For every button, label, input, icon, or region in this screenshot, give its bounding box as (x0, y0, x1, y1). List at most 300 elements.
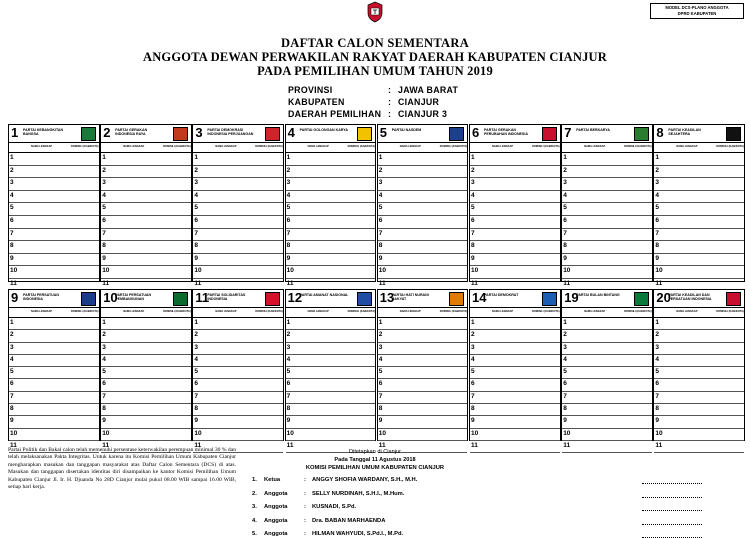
candidate-row (101, 191, 191, 204)
party-panel-7 (561, 124, 653, 287)
candidate-number: 6 (471, 216, 475, 224)
model-line-1: MODEL DCS-PLANO ANGGOTA (665, 5, 729, 10)
candidate-number: 1 (10, 319, 14, 326)
candidate-number: 4 (655, 355, 660, 363)
member-line (252, 504, 356, 510)
party-logo-icon (634, 127, 649, 141)
party-header (470, 290, 560, 308)
candidate-number: 9 (102, 417, 106, 425)
party-header (193, 125, 283, 143)
candidate-row (9, 229, 99, 242)
candidate-number: 9 (10, 417, 14, 425)
meta-key: PROVINSI (288, 85, 333, 95)
candidate-number: 10 (563, 267, 571, 275)
member-name: HILMAN WAHYUDI, S.Pd.I., M.Pd. (312, 531, 404, 537)
candidate-row (470, 191, 560, 204)
party-name: PARTAI PERSATUAN INDONESIA (23, 293, 59, 302)
candidate-row (101, 343, 191, 355)
party-panel-3 (192, 124, 284, 287)
candidate-number: 2 (378, 166, 383, 174)
candidate-number: 10 (378, 429, 387, 437)
candidate-row (193, 318, 283, 330)
candidate-number: 5 (102, 204, 106, 212)
candidate-row (562, 343, 652, 355)
candidate-number: 9 (378, 417, 383, 425)
column-header (101, 308, 191, 318)
candidate-number: 11 (378, 279, 386, 287)
candidate-row (9, 191, 99, 204)
candidate-row (562, 318, 652, 330)
column-header (378, 308, 468, 318)
candidate-number: 4 (286, 355, 291, 363)
candidate-row (101, 355, 191, 367)
column-name: NAMA LENGKAP (215, 145, 237, 148)
candidate-number: 8 (471, 242, 475, 250)
column-domicile: DOMISILI (KAB/KOTA) (624, 310, 652, 313)
candidate-number: 10 (655, 267, 663, 275)
column-domicile: DOMISILI (KAB/KOTA) (439, 310, 468, 313)
candidate-number: 11 (194, 441, 202, 449)
candidate-row (654, 355, 744, 367)
candidate-number: 9 (286, 417, 291, 425)
candidate-row (193, 416, 283, 428)
candidate-row (9, 254, 99, 267)
party-logo-icon (449, 292, 464, 306)
party-logo-icon (634, 292, 649, 306)
candidate-number: 8 (10, 405, 14, 413)
member-colon: : (304, 531, 306, 537)
candidate-row (562, 191, 652, 204)
candidate-row (286, 355, 376, 367)
meta-colon: : (388, 85, 392, 95)
party-panel-13 (377, 289, 469, 449)
candidate-number: 8 (378, 405, 383, 413)
candidate-row (286, 330, 376, 342)
candidate-row (470, 216, 560, 229)
candidate-row (470, 367, 560, 379)
candidate-row (654, 343, 744, 355)
candidate-row (562, 203, 652, 216)
party-logo-icon (265, 292, 280, 306)
candidate-row (654, 229, 744, 242)
candidate-number: 9 (471, 254, 475, 262)
candidate-number: 7 (378, 392, 383, 400)
candidate-row (562, 229, 652, 242)
candidate-row (193, 229, 283, 242)
candidate-number: 3 (102, 179, 106, 187)
candidate-row (562, 254, 652, 267)
meta-key: KABUPATEN (288, 97, 345, 107)
candidate-number: 6 (563, 380, 567, 388)
candidate-number: 8 (286, 242, 291, 250)
party-name: PARTAI HATI NURANI RAKYAT (391, 293, 429, 302)
member-role: Anggota (264, 517, 288, 524)
candidate-number: 7 (378, 229, 383, 237)
party-header (286, 125, 376, 143)
candidate-number: 1 (655, 319, 660, 326)
party-number: 1 (11, 125, 19, 140)
column-domicile: DOMISILI (KAB/KOTA) (163, 145, 191, 148)
party-number: 3 (195, 125, 203, 140)
candidate-number: 11 (286, 441, 294, 449)
candidate-number: 2 (471, 331, 475, 339)
candidate-number: 11 (10, 279, 17, 287)
candidate-row (378, 330, 468, 342)
candidate-row (470, 404, 560, 416)
candidate-number: 11 (563, 441, 571, 449)
candidate-row (470, 178, 560, 191)
candidate-row (9, 367, 99, 379)
page-subtitle: ANGGOTA DEWAN PERWAKILAN RAKYAT DAERAH KABUPATEN CIANJUR (142, 50, 608, 64)
party-logo-icon (357, 127, 372, 141)
column-name: NAMA LENGKAP (584, 310, 606, 313)
member-name: KUSNADI, S.Pd. (312, 504, 357, 510)
column-header (654, 143, 744, 153)
candidate-number: 7 (10, 229, 14, 237)
candidate-row (654, 404, 744, 416)
column-name: NAMA LENGKAP (307, 310, 329, 313)
model-line-2: DPRD KABUPATEN (677, 11, 717, 16)
candidate-number: 8 (563, 242, 567, 250)
candidate-number: 8 (655, 405, 660, 413)
column-name: NAMA LENGKAP (492, 310, 514, 313)
candidate-row (101, 178, 191, 191)
party-panel-4 (285, 124, 377, 287)
party-panel-14 (469, 289, 561, 449)
party-panel-10 (100, 289, 192, 449)
candidate-number: 10 (10, 429, 18, 437)
candidate-row (9, 216, 99, 229)
candidate-number: 6 (102, 216, 106, 224)
party-name: PARTAI PERSATUAN PEMBANGUNAN (115, 293, 152, 302)
candidate-number: 6 (378, 380, 383, 388)
candidate-number: 6 (194, 380, 199, 388)
column-header (286, 143, 376, 153)
candidate-row (286, 379, 376, 391)
candidate-number: 11 (655, 279, 663, 287)
member-role: Anggota (264, 490, 288, 497)
candidate-number: 2 (378, 331, 383, 339)
candidate-number: 8 (655, 242, 660, 250)
candidate-row (286, 254, 376, 267)
candidate-row (654, 416, 744, 428)
candidate-number: 5 (563, 368, 567, 376)
candidate-number: 3 (563, 179, 567, 187)
candidate-row (286, 404, 376, 416)
member-colon: : (304, 517, 306, 524)
candidate-row (193, 216, 283, 229)
candidate-row (654, 241, 744, 254)
candidate-number: 7 (655, 392, 660, 400)
candidate-row (286, 343, 376, 355)
party-header (378, 125, 468, 143)
party-panel-11 (192, 289, 284, 449)
party-panel-9 (8, 289, 100, 449)
candidate-number: 3 (378, 343, 383, 351)
candidate-row (101, 254, 191, 267)
candidate-number: 1 (378, 319, 383, 326)
candidate-number: 7 (102, 392, 106, 400)
candidate-row (378, 178, 468, 191)
kpu-logo-icon (366, 1, 384, 23)
candidate-row (9, 404, 99, 416)
column-name: NAMA LENGKAP (399, 310, 421, 313)
candidate-row (654, 254, 744, 267)
candidate-number: 2 (563, 331, 567, 339)
column-header (562, 143, 652, 153)
candidate-row (286, 191, 376, 204)
candidate-row (470, 330, 560, 342)
candidate-row (378, 241, 468, 254)
candidate-number: 5 (10, 204, 14, 212)
candidate-number: 5 (471, 368, 475, 376)
column-header (193, 308, 283, 318)
public-notice: Partai Politik dan Bakal calon telah memenuhi persentase keterwakilan perempuan minimal 30 % dan telah melaksanakan Pakta Integritas. Untuk karena itu Komisi Pemilihan Umum Kabupaten Cianjur mengharapkan masukan dan tanggapan masyarakat atas Daftar Calon Sementara (DCS) di atas. Masukan dan tanggapan disertakan identitas diri disampaikan ke kantor Komisi Pemilihan Umum Kabupaten Cianjur Jl. Ir. H. Djuanda No 28D Cianjur mulai pukul 08.00 WIB sampai 16.00 WIB, setiap hari kerja. (8, 447, 236, 491)
candidate-row (562, 178, 652, 191)
candidate-row (101, 404, 191, 416)
candidate-number: 4 (378, 355, 383, 363)
meta-value: JAWA BARAT (398, 85, 459, 95)
candidate-number: 6 (194, 216, 199, 224)
candidate-row (101, 153, 191, 166)
candidate-number: 6 (471, 380, 475, 388)
signature-date: Pada Tanggal 11 Agustus 2018 (334, 457, 416, 463)
candidate-number: 9 (563, 254, 567, 262)
member-colon: : (304, 490, 306, 497)
candidate-row (193, 178, 283, 191)
party-header (562, 125, 652, 143)
party-header (654, 290, 744, 308)
candidate-number: 6 (286, 380, 291, 388)
candidate-number: 1 (471, 154, 475, 161)
party-header (101, 290, 191, 308)
party-number: 2 (103, 125, 111, 140)
party-panel-8 (653, 124, 745, 287)
candidate-number: 11 (655, 441, 663, 449)
candidate-number: 3 (655, 343, 660, 351)
party-number: 11 (195, 290, 210, 305)
candidate-row (562, 266, 652, 279)
member-number: 4. (252, 517, 257, 524)
candidate-row (9, 203, 99, 216)
party-name: PARTAI AMANAT NASIONAL (299, 293, 349, 297)
party-header (101, 125, 191, 143)
candidate-row (193, 379, 283, 391)
candidate-row (654, 367, 744, 379)
candidate-row (286, 367, 376, 379)
candidate-number: 5 (286, 368, 291, 376)
candidate-number: 11 (471, 441, 478, 449)
candidate-number: 1 (194, 319, 199, 326)
candidate-row (9, 266, 99, 279)
candidate-row (378, 429, 468, 441)
candidate-row (378, 166, 468, 179)
member-role: Anggota (264, 504, 288, 510)
candidate-number: 8 (471, 405, 475, 413)
candidate-row (193, 191, 283, 204)
party-logo-icon (542, 127, 557, 141)
candidate-row (378, 367, 468, 379)
column-domicile: DOMISILI (KAB/KOTA) (347, 145, 376, 148)
candidate-row (9, 429, 99, 441)
candidate-row (101, 392, 191, 404)
candidate-number: 10 (378, 267, 387, 275)
candidate-number: 3 (194, 343, 199, 351)
party-number: 19 (564, 290, 579, 305)
meta-value: CIANJUR (398, 97, 440, 107)
candidate-row (654, 429, 744, 441)
column-header (286, 308, 376, 318)
party-logo-icon (173, 292, 188, 306)
candidate-row (193, 367, 283, 379)
party-panel-19 (561, 289, 653, 449)
party-name: PARTAI DEMOKRAT (484, 293, 519, 297)
meta-province (288, 85, 458, 95)
candidate-number: 4 (378, 191, 383, 199)
candidate-row (101, 216, 191, 229)
candidate-row (654, 266, 744, 279)
candidate-row (286, 216, 376, 229)
column-name: NAMA LENGKAP (399, 145, 421, 148)
column-domicile: DOMISILI (KAB/KOTA) (255, 310, 283, 313)
candidate-row (193, 429, 283, 441)
column-name: NAMA LENGKAP (584, 145, 606, 148)
column-domicile: DOMISILI (KAB/KOTA) (716, 310, 744, 313)
candidate-number: 4 (563, 191, 567, 199)
meta-regency (288, 97, 439, 107)
candidate-row (378, 191, 468, 204)
candidate-number: 7 (655, 229, 660, 237)
column-header (562, 308, 652, 318)
candidate-row (286, 166, 376, 179)
party-header (286, 290, 376, 308)
candidate-row (101, 367, 191, 379)
candidate-row (470, 166, 560, 179)
candidate-number: 8 (194, 405, 199, 413)
candidate-row (654, 153, 744, 166)
candidate-number: 3 (286, 343, 291, 351)
column-name: NAMA LENGKAP (123, 310, 145, 313)
candidate-number: 7 (563, 392, 567, 400)
candidate-row (193, 166, 283, 179)
candidate-row (654, 392, 744, 404)
candidate-row (654, 318, 744, 330)
candidate-number: 7 (102, 229, 106, 237)
candidate-number: 9 (563, 417, 567, 425)
candidate-number: 4 (286, 191, 291, 199)
candidate-number: 10 (102, 429, 110, 437)
candidate-number: 2 (194, 166, 199, 174)
candidate-row (101, 166, 191, 179)
candidate-number: 1 (10, 154, 14, 161)
candidate-row (562, 216, 652, 229)
candidate-number: 1 (563, 154, 567, 161)
candidate-number: 8 (286, 405, 291, 413)
candidate-row (470, 153, 560, 166)
party-number: 12 (287, 290, 303, 305)
party-name: PARTAI BERKARYA (576, 128, 610, 132)
candidate-number: 1 (286, 319, 291, 326)
member-number: 3. (252, 504, 257, 510)
candidate-row (378, 254, 468, 267)
column-name: NAMA LENGKAP (307, 145, 329, 148)
column-header (470, 308, 560, 318)
candidate-row (101, 379, 191, 391)
candidate-row (562, 153, 652, 166)
candidate-number: 3 (471, 343, 475, 351)
candidate-number: 4 (655, 191, 660, 199)
candidate-number: 3 (286, 179, 291, 187)
candidate-number: 5 (194, 368, 199, 376)
column-domicile: DOMISILI (KAB/KOTA) (347, 310, 376, 313)
candidate-number: 5 (102, 368, 106, 376)
candidate-row (654, 203, 744, 216)
column-domicile: DOMISILI (KAB/KOTA) (71, 310, 99, 313)
party-number: 13 (379, 290, 395, 305)
candidate-number: 8 (194, 242, 199, 250)
column-domicile: DOMISILI (KAB/KOTA) (532, 310, 560, 313)
candidate-row (378, 229, 468, 242)
column-header (101, 143, 191, 153)
candidate-row (9, 153, 99, 166)
candidate-number: 4 (471, 191, 475, 199)
candidate-row (193, 343, 283, 355)
column-name: NAMA LENGKAP (676, 145, 698, 148)
candidate-number: 1 (194, 154, 199, 161)
candidate-row (470, 416, 560, 428)
party-name: PARTAI NASDEM (391, 128, 422, 132)
candidate-row (470, 318, 560, 330)
candidate-row (470, 429, 560, 441)
party-logo-icon (357, 292, 372, 306)
model-box (650, 3, 744, 19)
candidate-number: 10 (102, 267, 110, 275)
candidate-number: 7 (286, 229, 291, 237)
member-colon: : (304, 504, 306, 510)
candidate-row (378, 203, 468, 216)
party-name: PARTAI KEADILAN SEJAHTERA (668, 128, 701, 137)
candidate-number: 4 (194, 355, 199, 363)
party-name: PARTAI GERAKAN INDONESIA RAYA (115, 128, 148, 137)
candidate-row (193, 355, 283, 367)
candidate-row (470, 379, 560, 391)
candidate-number: 11 (10, 441, 17, 449)
candidate-number: 2 (102, 331, 106, 339)
party-number: 10 (103, 290, 118, 305)
candidate-number: 6 (655, 380, 660, 388)
signature-line (642, 524, 702, 525)
party-panel-1 (8, 124, 100, 287)
candidate-row (9, 166, 99, 179)
candidate-row (562, 330, 652, 342)
candidate-number: 9 (194, 254, 199, 262)
candidate-row (562, 241, 652, 254)
candidate-row (562, 367, 652, 379)
candidate-row (562, 404, 652, 416)
column-name: NAMA LENGKAP (492, 145, 514, 148)
candidate-row (286, 178, 376, 191)
candidate-row (286, 241, 376, 254)
member-line (252, 518, 385, 524)
member-number: 5. (252, 531, 257, 537)
candidate-row (470, 392, 560, 404)
candidate-row (101, 330, 191, 342)
candidate-number: 3 (655, 179, 660, 187)
signature-body: KOMISI PEMILIHAN UMUM KABUPATEN CIANJUR (305, 465, 445, 471)
party-name: PARTAI GOLONGAN KARYA (299, 128, 348, 132)
candidate-row (193, 241, 283, 254)
candidate-number: 4 (471, 355, 475, 363)
